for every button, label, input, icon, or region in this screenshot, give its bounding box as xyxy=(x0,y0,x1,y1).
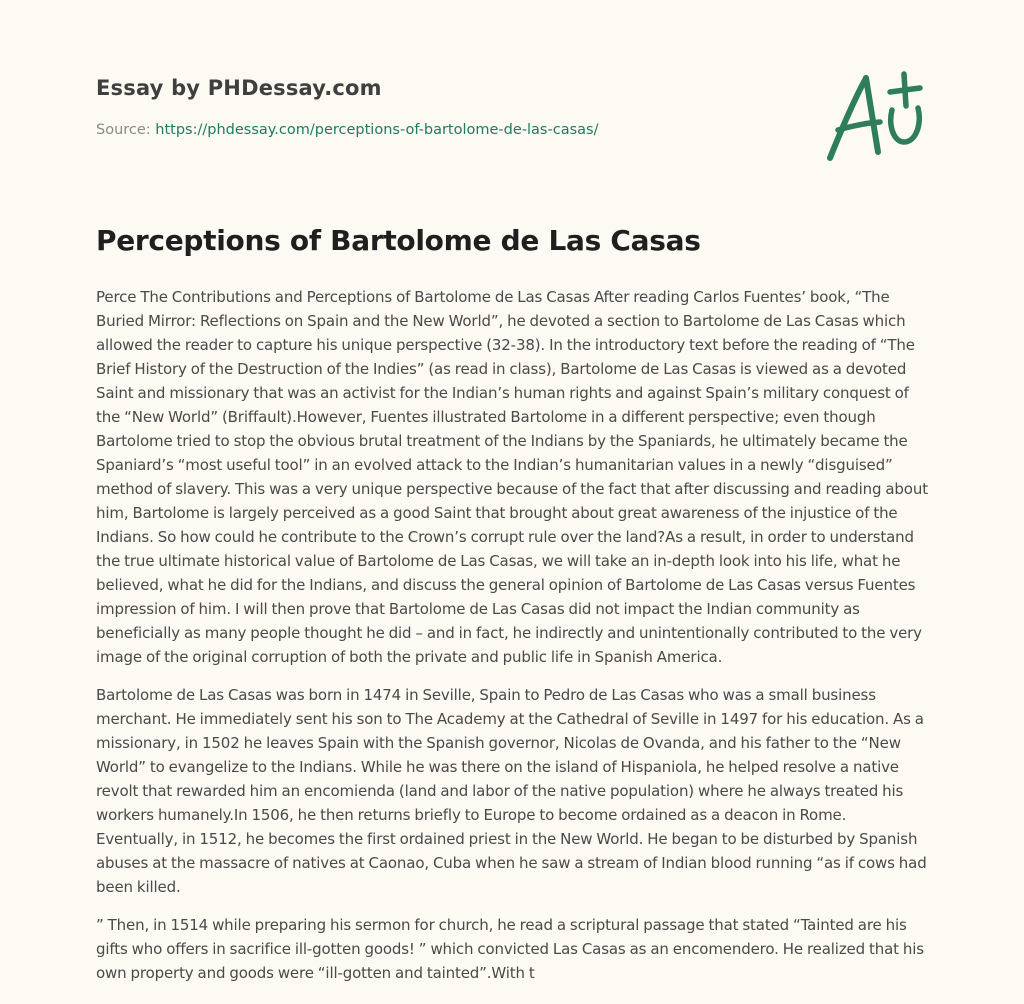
paragraph: Perce The Contributions and Perceptions of Bartolome de Las Casas After reading Carlos Fuentes’ book, “The Buried Mirror: Reflections on Spain and the New World”, he devoted a section to Bartolome de Las Casas which allowed the reader to capture his unique perspective (32-38). In the introductory text before the reading of “The Brief History of the Destruction of the Indies” (as read in class), Bartolome de Las Casas is viewed as a devoted Saint and missionary that was an activist for the Indian’s human rights and against Spain’s military conquest of the “New World” (Briffault).However, Fuentes illustrated Bartolome in a different perspective; even though Bartolome tried to stop the obvious brutal treatment of the Indians by the Spaniards, he ultimately became the Spaniard’s “most useful tool” in an evolved attack to the Indian’s humanitarian values in a newly “disguised” method of slavery. This was a very unique perspective because of the fact that after discussing and reading about him, Bartolome is largely perceived as a good Saint that brought about great awareness of the injustice of the Indians. So how could he contribute to the Crown’s corrupt rule over the land?As a result, in order to understand the true ultimate historical value of Bartolome de Las Casas, we will take an in-depth look into his life, what he believed, what he did for the Indians, and discuss the general opinion of Bartolome de Las Casas versus Fuentes impression of him. I will then prove that Bartolome de Las Casas did not impact the Indian community as beneficially as many people thought he did – and in fact, he indirectly and unintentionally contributed to the very image of the original corruption of both the private and public life in Spanish America. xyxy=(96,288,928,666)
a-plus-grade-icon xyxy=(820,68,930,164)
document-title: Perceptions of Bartolome de Las Casas xyxy=(96,224,701,257)
source-link[interactable]: https://phdessay.com/perceptions-of-bartolome-de-las-casas/ xyxy=(155,122,599,138)
paragraph: ” Then, in 1514 while preparing his sermon for church, he read a scriptural passage that stated “Tainted are his gifts who offers in sacrifice ill-gotten goods! ” which convicted Las Casas as an encomendero. He realized that his own property and goods were “ill-gotten and tainted”.With t xyxy=(96,916,924,982)
essay-body xyxy=(96,285,930,999)
paragraph: Bartolome de Las Casas was born in 1474 in Seville, Spain to Pedro de Las Casas who was a small business merchant. He immediately sent his son to The Academy at the Cathedral of Seville in 1497 for his education. As a missionary, in 1502 he leaves Spain with the Spanish governor, Nicolas de Ovanda, and his father to the “New World” to evangelize to the Indians. While he was there on the island of Hispaniola, he helped resolve a native revolt that rewarded him an encomienda (land and labor of the native population) where he always treated his workers humanely.In 1506, he then returns briefly to Europe to become ordained as a deacon in Rome. Eventually, in 1512, he becomes the first ordained priest in the New World. He began to be disturbed by Spanish abuses at the massacre of natives at Caonao, Cuba when he saw a stream of Indian blood running “as if cows had been killed. xyxy=(96,686,927,896)
header xyxy=(96,76,796,138)
source-label: Source: xyxy=(96,122,156,138)
source-line xyxy=(96,122,796,138)
site-title: Essay by PHDessay.com xyxy=(96,76,382,100)
